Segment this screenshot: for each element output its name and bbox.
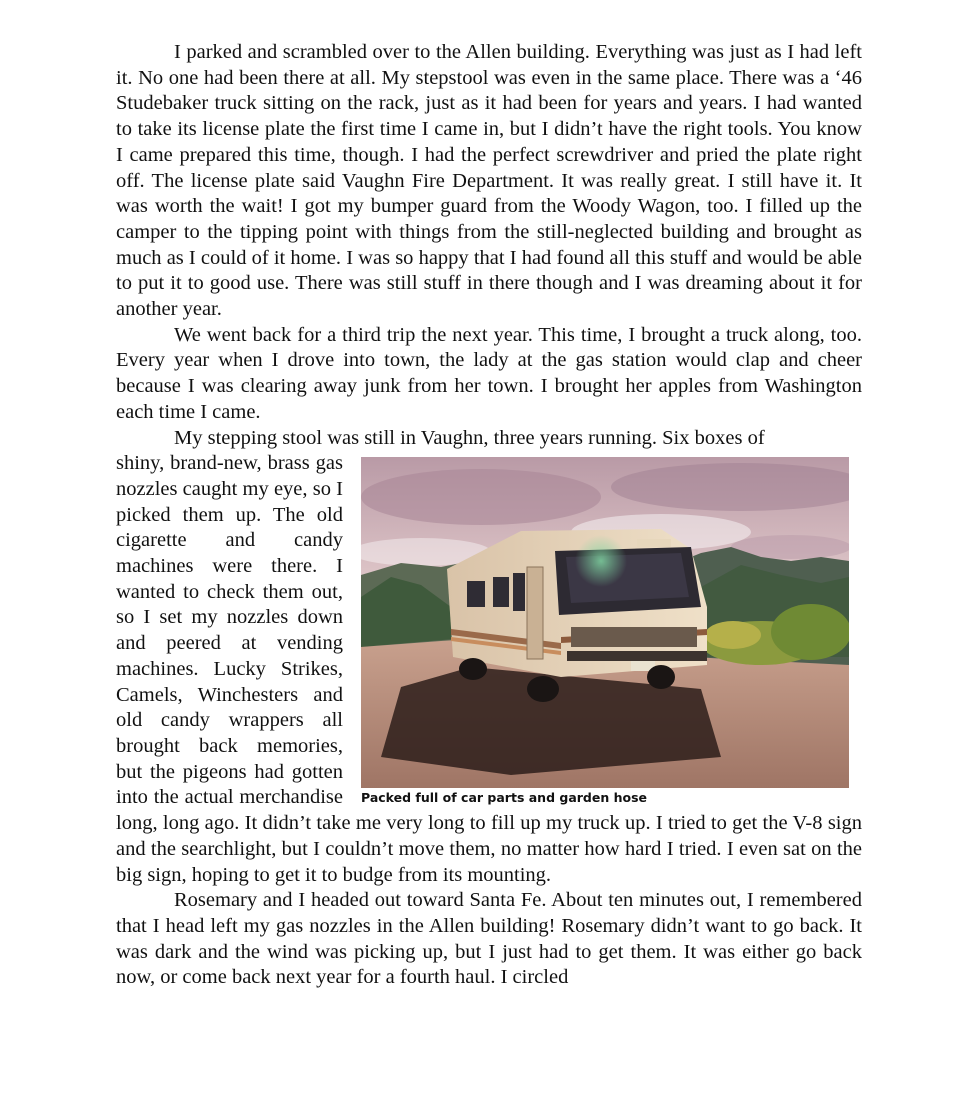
paragraph-third-trip: We went back for a third trip the next year. This time, I brought a truck along, too. Every year when I drove into town, the lady at the gas station would clap and cheer because I was clearing away junk from her town. I brought her apples from Washington each time I came. bbox=[116, 323, 862, 423]
photo-caption: Packed full of car parts and garden hose bbox=[361, 790, 647, 806]
photo-figure bbox=[361, 457, 849, 806]
paragraph-gas-nozzles: shiny, brand-new, brass gas nozzles caught my eye, so I picked them up. The old cigarette and candy machines were there. I wanted to check them out, so I set my nozzles down and peered at vending machines. Lucky Strikes, Camels, Winchesters and old candy wrappers all brought back memories, but the pigeons had gotten into the actual merchandise long, long ago. It didn’t take me very long to fill up my truck up. I tried to get the V-8 sign and the searchlight, but I couldn’t move them, no matter how hard I tried. I even sat on the big sign, hoping to get it to budge from its mounting. bbox=[116, 452, 862, 886]
paragraph-santa-fe: Rosemary and I headed out toward Santa Fe. About ten minutes out, I remembered that I head left my gas nozzles in the Allen building! Rosemary didn’t want to go back. It was dark and the wind was picking up, but I just had to get them. It was either go back now, or come back next year for a fourth haul. I circled bbox=[116, 889, 862, 989]
paragraph-allen-building: I parked and scrambled over to the Allen building. Everything was just as I had left it. No one had been there at all. My stepstool was even in the same place. There was a ‘46 Studebaker truck sitting on the rack, just as it had been for years and years. I had wanted to take its license plate the first time I came in, but I didn’t have the right tools. You know I came prepared this time, though. I had the perfect screwdriver and pried the plate right off. The license plate said Vaughn Fire Department. It was really great. I still have it. It was worth the wait! I got my bumper guard from the Woody Wagon, too. I filled up the camper to the tipping point with things from the still-neglected building and brought as much as I could of it home. I was so happy that I had found all this stuff and would be able to put it to good use. There was still stuff in there though and I was dreaming about it for another year. bbox=[116, 41, 862, 321]
document-page bbox=[116, 40, 862, 991]
rv-photo bbox=[361, 457, 849, 788]
paragraph-stepping-stool: My stepping stool was still in Vaughn, three years running. Six boxes of bbox=[174, 426, 765, 449]
